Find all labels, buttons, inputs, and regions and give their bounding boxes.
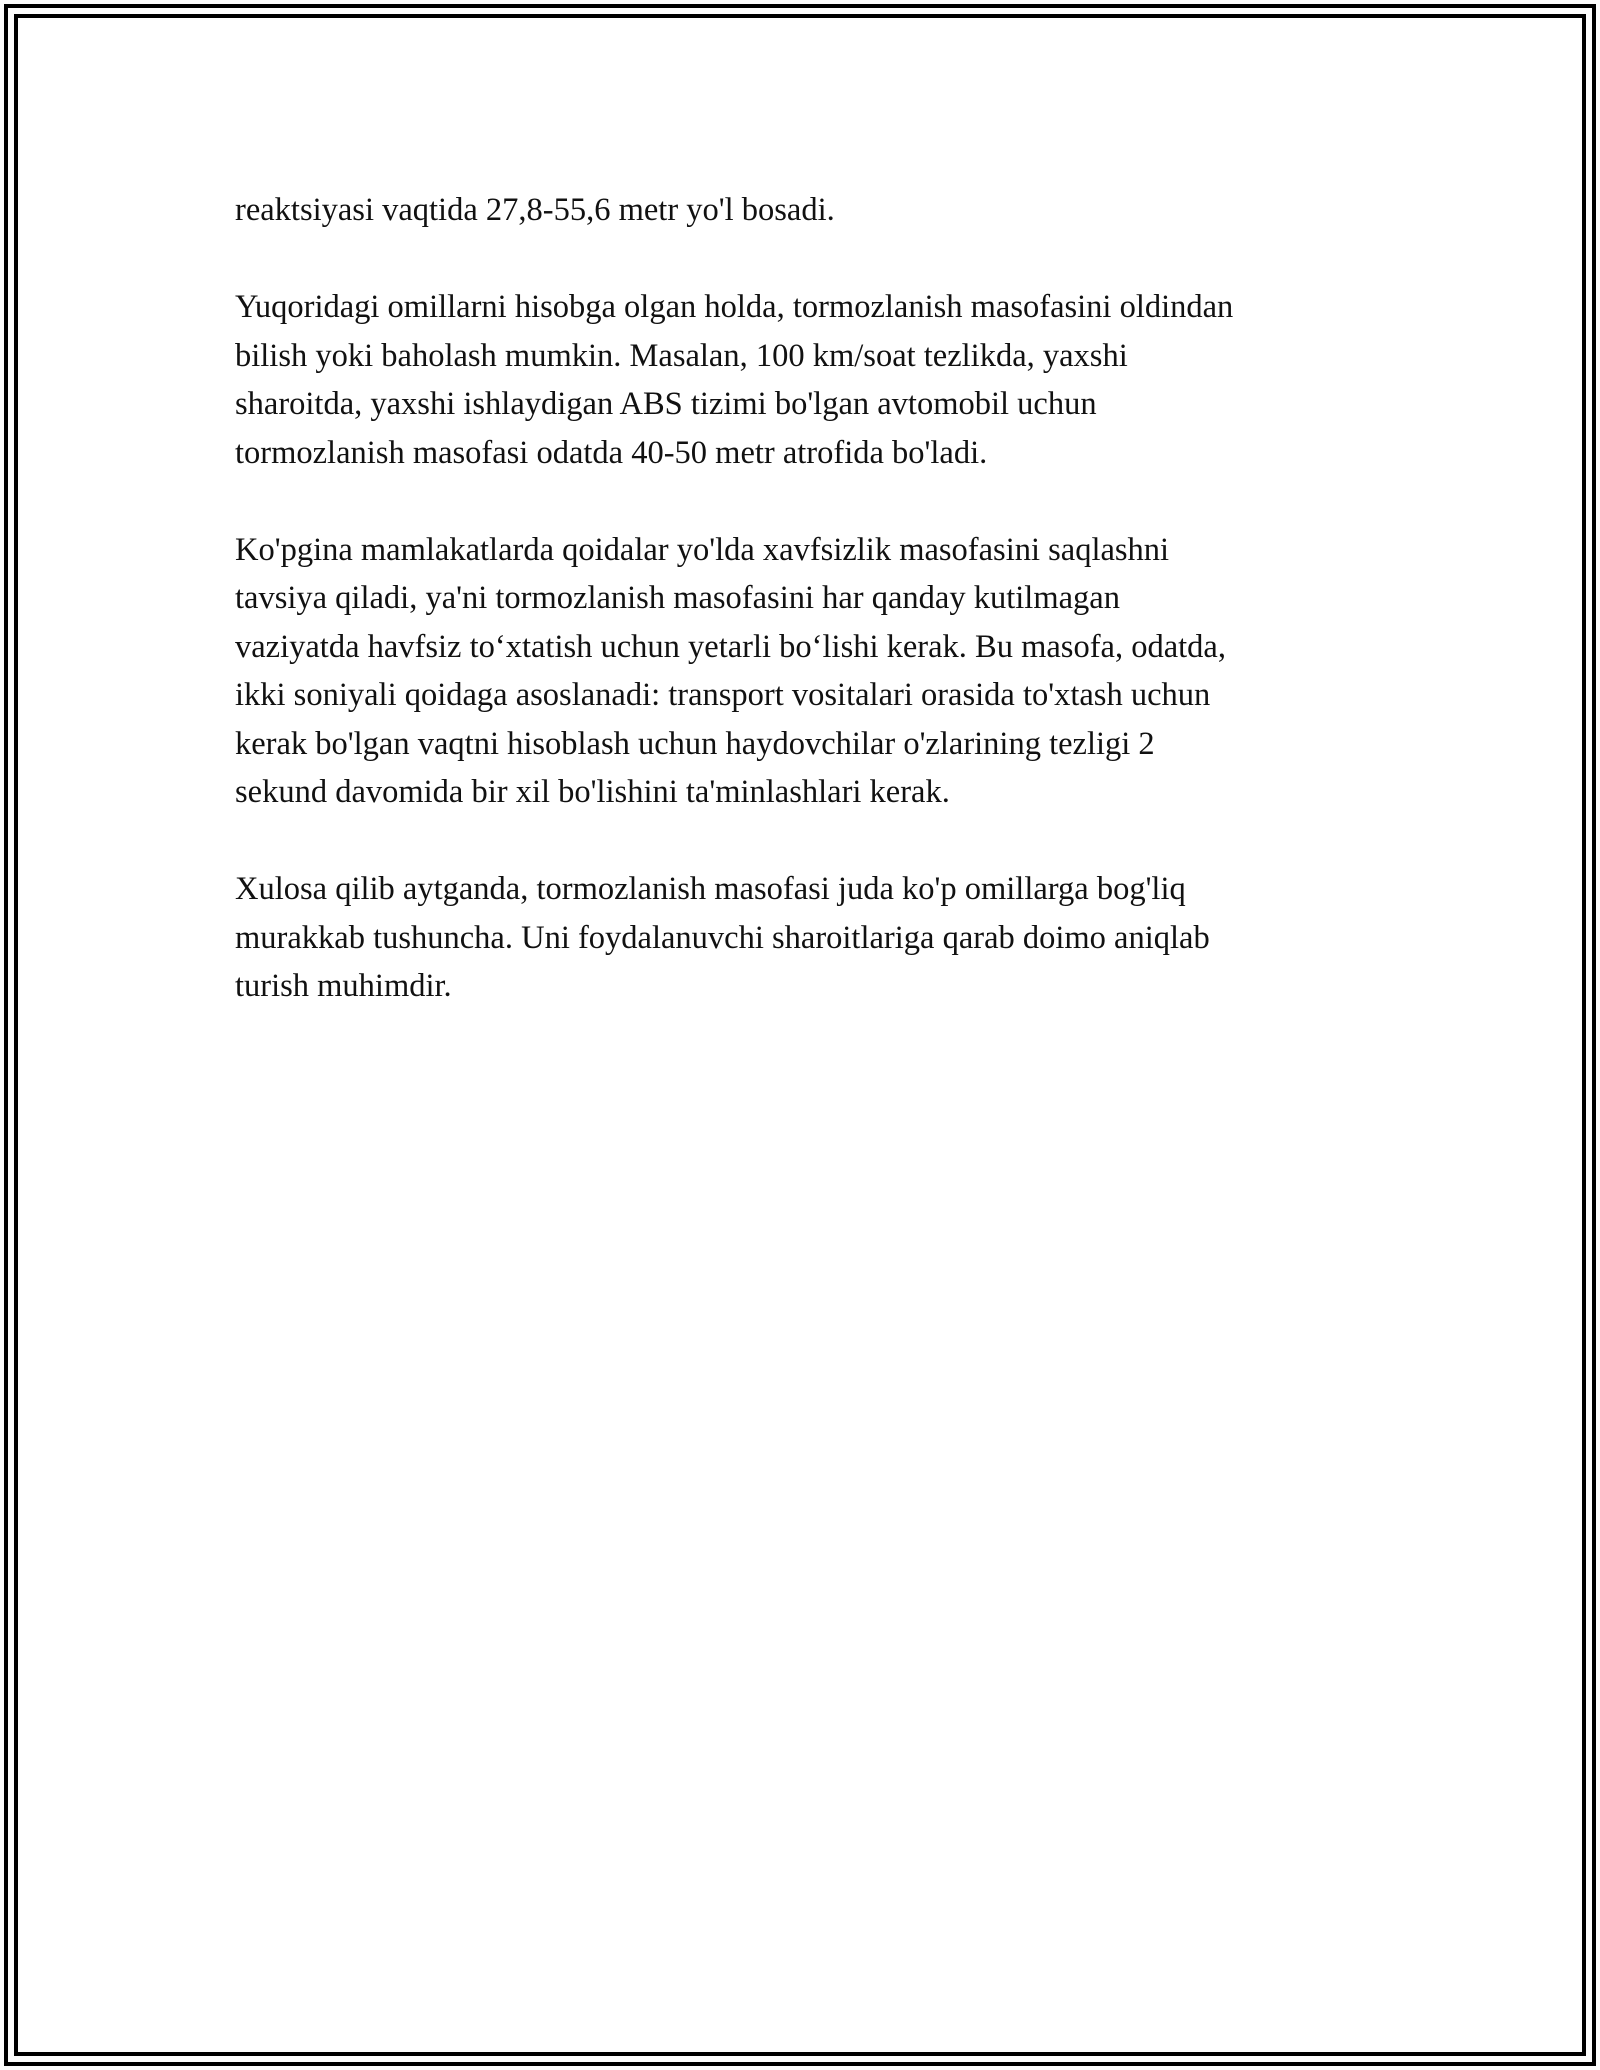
document-body [235,186,1375,1059]
paragraph-reaction-distance: reaktsiyasi vaqtida 27,8-55,6 metr yo'l bosadi. [235,192,835,228]
paragraph-conclusion: Xulosa qilib aytganda, tormozlanish masofasi juda ko'p omillarga bog'liq murakkab tushuncha. Uni foydalanuvchi sharoitlariga qarab doimo aniqlab turish muhimdir. [235,871,1210,1004]
paragraph-safety-distance: Ko'pgina mamlakatlarda qoidalar yo'lda xavfsizlik masofasini saqlashni tavsiya qiladi, ya'ni tormozlanish masofasini har qanday kutilmagan vaziyatda havfsiz to‘xtatish uchun yetarli bo‘lishi kerak. Bu masofa, odatda, ikki soniyali qoidaga asoslanadi: transport vositalari orasida to'xtash uchun kerak bo'lgan vaqtni hisoblash uchun haydovchilar o'zlarining tezligi 2 sekund davomida bir xil bo'lishini ta'minlashlari kerak. [235,531,1226,810]
paragraph-braking-estimate: Yuqoridagi omillarni hisobga olgan holda, tormozlanish masofasini oldindan bilish yoki baholash mumkin. Masalan, 100 km/soat tezlikda, yaxshi sharoitda, yaxshi ishlaydigan ABS tizimi bo'lgan avtomobil uchun tormozlanish masofasi odatda 40-50 metr atrofida bo'ladi. [235,289,1234,471]
